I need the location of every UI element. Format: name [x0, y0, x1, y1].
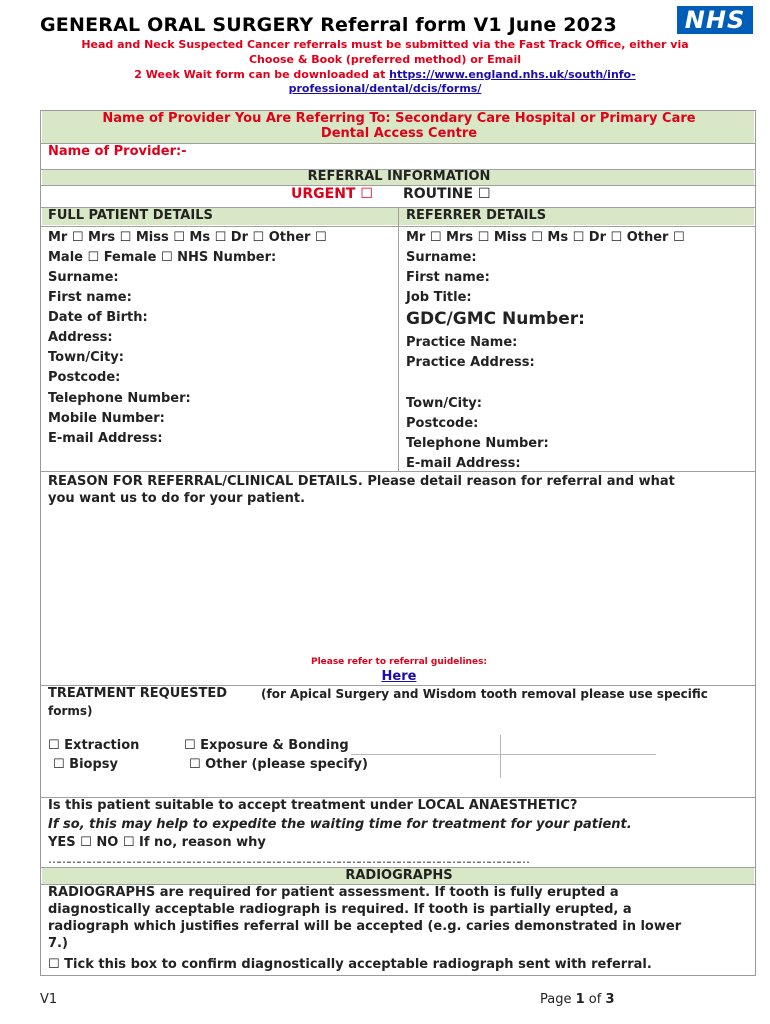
reason-why-line[interactable]: ………………………………………………………………………………………………………………………………: [48, 852, 528, 866]
referrer-practice-name-field[interactable]: Practice Name:: [406, 335, 518, 350]
referral-info-heading: REFERRAL INFORMATION: [307, 169, 491, 184]
two-week-wait-notice: 2 Week Wait form can be downloaded at https://www.england.nhs.uk/south/info-: [134, 68, 636, 81]
patient-mobile-field[interactable]: Mobile Number:: [48, 411, 165, 426]
anaesthetic-question: Is this patient suitable to accept treatment under LOCAL ANAESTHETIC?: [48, 798, 578, 813]
patient-address-field[interactable]: Address:: [48, 330, 113, 345]
patient-title-options[interactable]: Mr ☐ Mrs ☐ Miss ☐ Ms ☐ Dr ☐ Other ☐: [48, 230, 327, 245]
referrer-email-field[interactable]: E-mail Address:: [406, 456, 521, 471]
treatment-heading: TREATMENT REQUESTED: [48, 686, 228, 701]
patient-gender-nhs[interactable]: Male ☐ Female ☐ NHS Number:: [48, 250, 277, 265]
referrer-first-name-field[interactable]: First name:: [406, 270, 490, 285]
routine-checkbox[interactable]: ROUTINE ☐: [403, 186, 491, 202]
provider-name-field[interactable]: Name of Provider:-: [48, 144, 187, 159]
provider-heading: Name of Provider You Are Referring To: Secondary Care Hospital or Primary Care: [102, 111, 696, 126]
treatment-note-2: forms): [48, 704, 93, 718]
referral-form: [40, 110, 756, 976]
patient-surname-field[interactable]: Surname:: [48, 270, 119, 285]
reason-heading: REASON FOR REFERRAL/CLINICAL DETAILS. Please detail reason for referral and what: [48, 474, 675, 489]
patient-details-heading: FULL PATIENT DETAILS: [48, 208, 213, 223]
extraction-checkbox[interactable]: ☐ Extraction: [48, 738, 140, 753]
patient-email-field[interactable]: E-mail Address:: [48, 431, 163, 446]
patient-postcode-field[interactable]: Postcode:: [48, 370, 121, 385]
guidelines-note: Please refer to referral guidelines:: [310, 657, 488, 667]
patient-telephone-field[interactable]: Telephone Number:: [48, 391, 191, 406]
radiographs-heading: RADIOGRAPHS: [345, 868, 453, 883]
footer-version: V1: [40, 992, 58, 1007]
treatment-note: (for Apical Surgery and Wisdom tooth removal please use specific: [261, 687, 708, 701]
urgent-checkbox[interactable]: URGENT ☐: [291, 186, 373, 202]
exposure-bonding-checkbox[interactable]: ☐ Exposure & Bonding: [184, 738, 349, 753]
page-indicator: Page 1 of 3: [540, 992, 615, 1007]
fast-track-notice: Head and Neck Suspected Cancer referrals must be submitted via the Fast Track Office, either via: [81, 38, 689, 51]
anaesthetic-options[interactable]: YES ☐ NO ☐ If no, reason why: [48, 835, 266, 850]
referrer-job-title-field[interactable]: Job Title:: [406, 290, 472, 305]
provider-heading-2: Dental Access Centre: [320, 126, 478, 141]
radiographs-text-2: diagnostically acceptable radiograph is required. If tooth is partially erupted, a: [48, 902, 632, 917]
radiograph-confirm-checkbox[interactable]: ☐ Tick this box to confirm diagnostically acceptable radiograph sent with referral.: [48, 957, 652, 972]
referrer-telephone-field[interactable]: Telephone Number:: [406, 436, 549, 451]
other-treatment-checkbox[interactable]: ☐ Other (please specify): [189, 757, 368, 772]
patient-town-field[interactable]: Town/City:: [48, 350, 124, 365]
referrer-surname-field[interactable]: Surname:: [406, 250, 477, 265]
forms-link[interactable]: https://www.england.nhs.uk/south/info-: [389, 68, 636, 81]
guidelines-link[interactable]: Here: [381, 669, 417, 684]
radiographs-text-1: RADIOGRAPHS are required for patient assessment. If tooth is fully erupted a: [48, 885, 619, 900]
forms-link-cont[interactable]: professional/dental/dcis/forms/: [288, 82, 482, 95]
referrer-title-options[interactable]: Mr ☐ Mrs ☐ Miss ☐ Ms ☐ Dr ☐ Other ☐: [406, 230, 685, 245]
referrer-town-field[interactable]: Town/City:: [406, 396, 482, 411]
patient-first-name-field[interactable]: First name:: [48, 290, 132, 305]
referrer-gdc-field[interactable]: GDC/GMC Number:: [406, 309, 585, 329]
referrer-details-heading: REFERRER DETAILS: [406, 208, 547, 223]
radiographs-text-3: radiograph which justifies referral will be accepted (e.g. caries demonstrated in lower: [48, 919, 682, 934]
anaesthetic-note: If so, this may help to expedite the waiting time for treatment for your patient.: [48, 817, 632, 832]
form-title: GENERAL ORAL SURGERY Referral form V1 June 2023: [40, 14, 617, 36]
referrer-practice-address-field[interactable]: Practice Address:: [406, 355, 535, 370]
patient-dob-field[interactable]: Date of Birth:: [48, 310, 148, 325]
referrer-postcode-field[interactable]: Postcode:: [406, 416, 479, 431]
fast-track-notice-2: Choose & Book (preferred method) or Email: [248, 53, 522, 66]
radiographs-text-4: 7.): [48, 936, 68, 951]
reason-instruction: you want us to do for your patient.: [48, 491, 306, 506]
nhs-logo: NHS: [677, 6, 753, 34]
biopsy-checkbox[interactable]: ☐ Biopsy: [53, 757, 118, 772]
two-week-wait-notice-link: [40, 82, 730, 95]
